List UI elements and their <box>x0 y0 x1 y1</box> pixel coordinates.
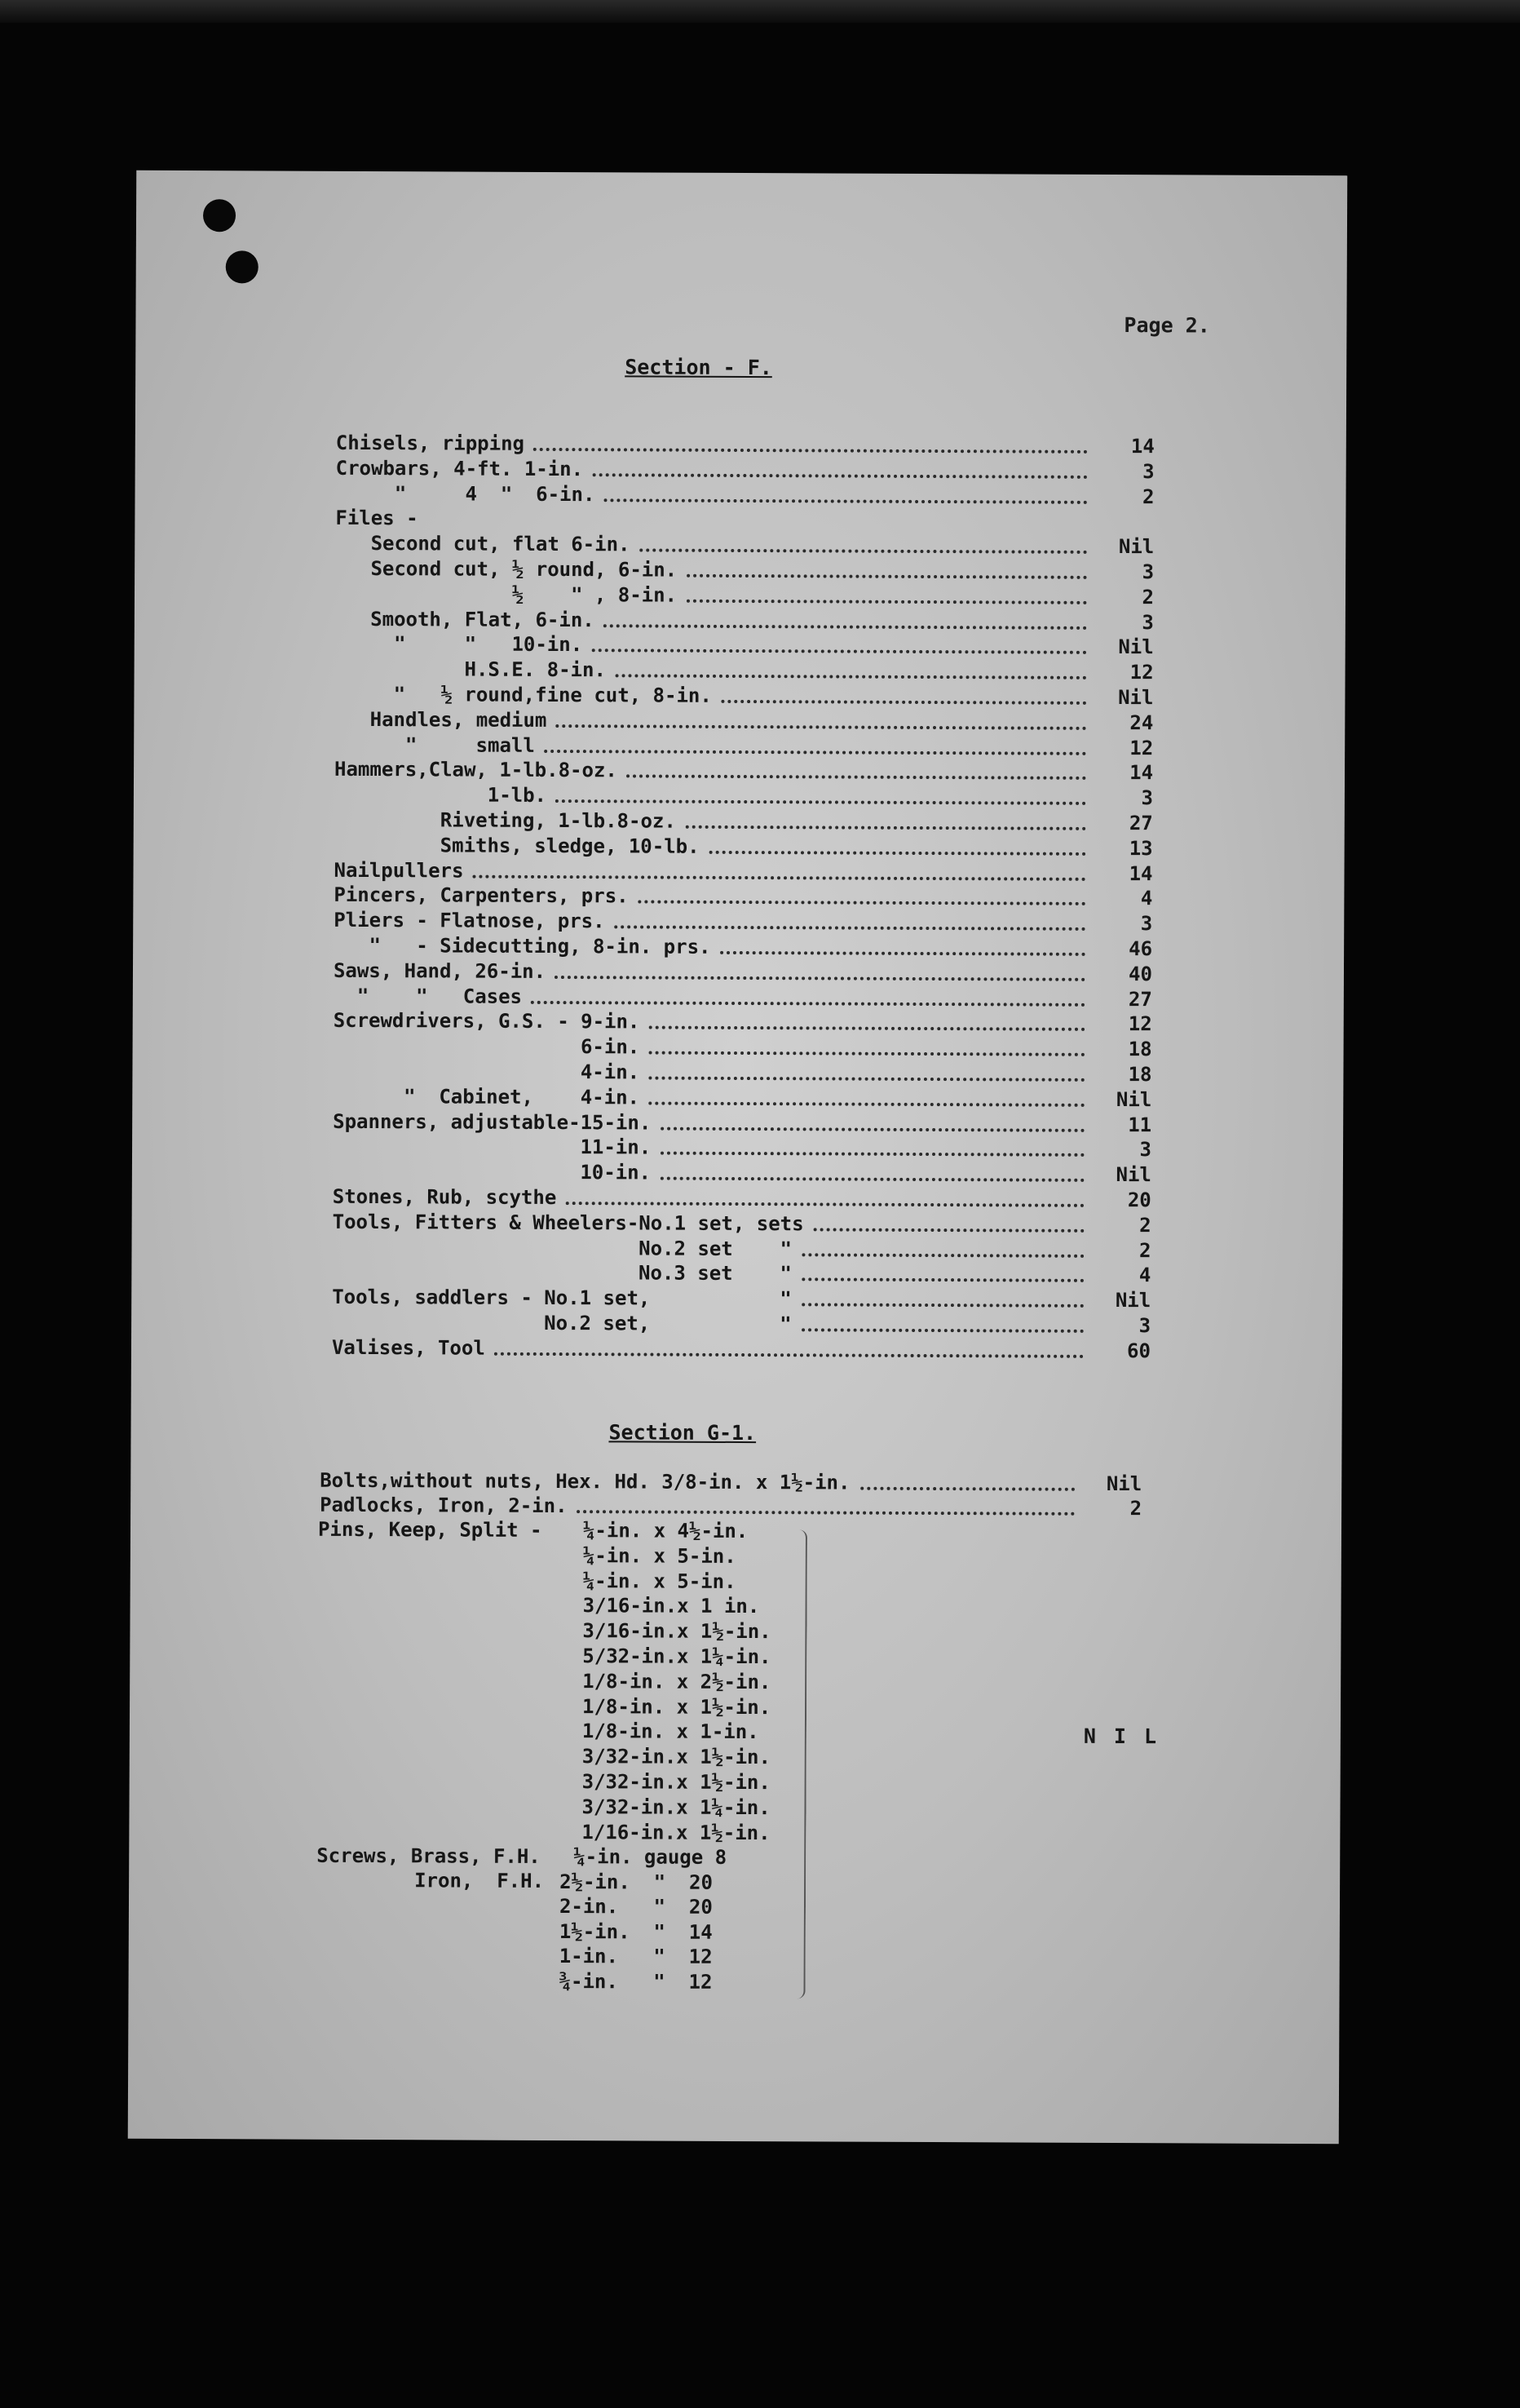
section-f-item-quantity: Nil <box>1118 686 1154 710</box>
pin-size-item: 1/16-in.x 1½-in. <box>581 1820 771 1844</box>
section-f-item-label: No.3 set " <box>332 1260 792 1286</box>
screw-size-item: 2½-in. " 20 <box>559 1870 714 1894</box>
section-f-leader-dots <box>638 879 1086 905</box>
section-f-leader-dots <box>802 1232 1085 1258</box>
section-f-item-quantity: 3 <box>1140 912 1153 936</box>
section-f-item-label: H.S.E. 8-in. <box>334 657 607 682</box>
section-f-item-label: Pliers - Flatnose, prs. <box>334 909 605 933</box>
pin-size-item: ¼-in. x 4½-in. <box>582 1519 749 1543</box>
section-f-item-label: 1-lb. <box>334 783 547 808</box>
section-f-item-label: 10-in. <box>332 1160 652 1184</box>
section-f-item-quantity: 46 <box>1129 937 1153 961</box>
section-f-leader-dots <box>544 728 1087 755</box>
section-f-item-label: Pincers, Carpenters, prs. <box>334 883 629 908</box>
section-f-item-label: " Cabinet, 4-in. <box>333 1084 640 1109</box>
section-f-item-quantity: 3 <box>1141 786 1153 810</box>
section-f-item-label: Nailpullers <box>334 858 464 883</box>
section-f-item-label: Chisels, ripping <box>335 431 525 455</box>
section-f-item-quantity: 4 <box>1138 1264 1151 1287</box>
section-g1-item-label: Bolts,without nuts, Hex. Hd. 3/8-in. x 1½-in. <box>320 1468 851 1494</box>
section-f-leader-dots <box>802 1257 1085 1283</box>
section-f-item-quantity: Nil <box>1116 1163 1151 1187</box>
section-f-leader-dots <box>555 703 1086 730</box>
punch-hole-bottom <box>226 250 258 283</box>
pin-size-item: 1/8-in. x 1½-in. <box>581 1694 771 1719</box>
section-f-item-quantity: Nil <box>1115 1289 1151 1312</box>
section-f-item-label: No.2 set " <box>332 1235 793 1260</box>
pin-size-item: 3/16-in.x 1 in. <box>582 1594 760 1618</box>
section-f-item-label: " - Sidecutting, 8-in. prs. <box>334 933 711 958</box>
section-f-heading: Section - F. <box>625 355 772 380</box>
section-f-item-quantity: 12 <box>1129 736 1154 759</box>
section-f-leader-dots <box>604 477 1088 504</box>
section-g1-item-quantity: 2 <box>1129 1497 1142 1520</box>
section-f-item-label: Crowbars, 4-ft. 1-in. <box>335 456 584 480</box>
pin-size-item: 3/32-in.x 1½-in. <box>581 1770 771 1795</box>
section-g1-item-label: Padlocks, Iron, 2-in. <box>320 1493 568 1518</box>
screw-size-item: ¼-in. gauge 8 <box>573 1845 727 1869</box>
pin-size-item: ¼-in. x 5-in. <box>582 1569 736 1593</box>
section-f-leader-dots <box>802 1307 1085 1333</box>
section-f-leader-dots <box>533 427 1088 454</box>
section-f-item-quantity: Nil <box>1116 1087 1152 1112</box>
section-f-item-label: " " Cases <box>333 984 523 1008</box>
section-f-item-quantity: 27 <box>1129 812 1153 835</box>
section-f-leader-dots <box>720 930 1085 956</box>
section-f-item-label: No.2 set, " <box>332 1310 792 1336</box>
document-page <box>128 170 1348 2144</box>
section-f-leader-dots <box>555 954 1085 981</box>
section-f-item-label: Stones, Rub, scythe <box>332 1184 557 1210</box>
section-f-item-label: " " 10-in. <box>334 632 583 657</box>
section-f-item-label: Smooth, Flat, 6-in. <box>334 607 594 631</box>
pin-size-item: 3/16-in.x 1½-in. <box>582 1619 771 1644</box>
section-f-item-quantity: 14 <box>1130 435 1155 458</box>
section-f-leader-dots <box>592 452 1088 479</box>
section-f-item-quantity: Nil <box>1118 535 1155 559</box>
section-f-item-label: Hammers,Claw, 1-lb.8-oz. <box>334 758 617 782</box>
section-f-leader-dots <box>626 754 1086 780</box>
section-f-leader-dots <box>687 553 1088 579</box>
section-f-item-quantity: 14 <box>1129 861 1153 885</box>
section-f-item-label: Smiths, sledge, 10-lb. <box>334 833 700 858</box>
section-f-leader-dots <box>591 628 1087 655</box>
section-f-item-quantity: Nil <box>1118 635 1154 659</box>
screws-label: Screws, Brass, F.H. <box>316 1844 541 1868</box>
section-f-item-label: " 4 " 6-in. <box>335 481 595 506</box>
section-f-item-quantity: 13 <box>1129 836 1153 861</box>
section-f-item-label: ½ " , 8-in. <box>334 582 678 607</box>
section-f-leader-dots <box>603 603 1087 630</box>
pin-size-item: 1/8-in. x 2½-in. <box>582 1669 771 1693</box>
section-f-item-label: Tools, saddlers - No.1 set, " <box>332 1286 792 1311</box>
section-f-item-label: Handles, medium <box>334 707 547 732</box>
section-f-leader-dots <box>648 1080 1085 1106</box>
section-g1-row <box>320 1493 1142 1520</box>
pins-label: Pins, Keep, Split - <box>317 1517 542 1542</box>
section-f-item-quantity: 60 <box>1127 1339 1151 1363</box>
section-f-item-label: " ½ round,fine cut, 8-in. <box>334 682 712 707</box>
section-f-item-label: 4-in. <box>333 1059 640 1084</box>
section-f-row <box>332 1335 1151 1363</box>
section-f-item-quantity: 3 <box>1142 459 1155 484</box>
section-f-item-quantity: 40 <box>1129 962 1153 986</box>
section-f-leader-dots <box>639 528 1088 554</box>
section-f-item-label: Second cut, ½ round, 6-in. <box>335 556 678 582</box>
section-f-row <box>335 480 1154 508</box>
section-g1-item-quantity: Nil <box>1106 1472 1142 1496</box>
pin-size-item: 3/32-in.x 1¼-in. <box>581 1795 771 1819</box>
screw-size-item: 1-in. " 12 <box>559 1945 713 1968</box>
section-f-leader-dots <box>660 1156 1085 1182</box>
section-f-item-label: Files - <box>335 507 418 530</box>
section-g1-leader-dots <box>860 1466 1076 1491</box>
section-f-item-quantity: 20 <box>1127 1189 1151 1212</box>
section-g1-heading: Section G-1. <box>608 1420 757 1445</box>
nil-bracket <box>795 1529 807 1999</box>
section-f-leader-dots <box>685 804 1086 830</box>
section-f-leader-dots <box>814 1206 1085 1232</box>
screws-iron-label: Iron, F.H. <box>414 1869 545 1892</box>
pin-size-item: 5/32-in.x 1¼-in. <box>582 1644 771 1669</box>
page-number: Page 2. <box>1124 313 1210 338</box>
section-f-item-quantity: 3 <box>1139 1138 1152 1162</box>
section-f-leader-dots <box>531 979 1085 1006</box>
pin-size-item: 1/8-in. x 1-in. <box>581 1720 759 1744</box>
screw-size-item: ¾-in. " 12 <box>559 1969 713 1994</box>
section-f-leader-dots <box>661 1131 1085 1157</box>
section-f-item-label: Saws, Hand, 26-in. <box>333 958 546 983</box>
section-f-item-label: Second cut, flat 6-in. <box>335 532 630 556</box>
section-f-item-quantity: 4 <box>1140 887 1153 910</box>
section-f-item-quantity: 2 <box>1139 1213 1151 1237</box>
section-f-item-label: 11-in. <box>332 1135 652 1159</box>
section-f-item-label: Riveting, 1-lb.8-oz. <box>334 808 676 833</box>
section-f-leader-dots <box>649 1030 1085 1056</box>
section-f-item-quantity: 18 <box>1128 1063 1152 1087</box>
section-f-item-quantity: 24 <box>1129 710 1154 735</box>
section-f-item-label: Valises, Tool <box>331 1335 485 1360</box>
punch-hole-top <box>203 199 236 232</box>
section-f-item-label: Screwdrivers, G.S. - 9-in. <box>333 1009 640 1034</box>
section-f-leader-dots <box>472 853 1086 880</box>
section-f-item-quantity: 3 <box>1138 1314 1151 1338</box>
section-f-leader-dots <box>493 1330 1084 1357</box>
section-f-leader-dots <box>614 905 1086 932</box>
section-f-item-label: " small <box>334 733 535 757</box>
section-f-leader-dots <box>555 778 1086 805</box>
section-f-leader-dots <box>648 1056 1085 1082</box>
section-f-item-quantity: 27 <box>1128 987 1152 1011</box>
section-f-item-quantity: 18 <box>1128 1038 1152 1061</box>
section-f-leader-dots <box>721 679 1086 705</box>
section-g1-leader-dots <box>577 1489 1076 1516</box>
section-f-leader-dots <box>686 578 1087 604</box>
section-f-leader-dots <box>615 653 1087 680</box>
screw-size-item: 1½-in. " 14 <box>559 1919 713 1944</box>
section-f-item-label: Tools, Fitters & Wheelers-No.1 set, sets <box>332 1210 804 1236</box>
scan-top-strip <box>0 0 1520 23</box>
pin-size-item: ¼-in. x 5-in. <box>582 1543 736 1568</box>
section-f-leader-dots <box>802 1282 1085 1308</box>
section-f-item-quantity: 3 <box>1142 610 1154 634</box>
section-f-item-quantity: 2 <box>1142 485 1155 508</box>
screw-size-item: 2-in. " 20 <box>559 1895 713 1919</box>
section-f-item-quantity: 12 <box>1129 661 1154 684</box>
section-f-item-quantity: 11 <box>1128 1113 1152 1136</box>
nil-note: NIL <box>1083 1724 1175 1749</box>
pin-size-item: 3/32-in.x 1½-in. <box>581 1745 771 1769</box>
section-f-leader-dots <box>661 1105 1085 1131</box>
section-f-item-quantity: 14 <box>1129 761 1154 785</box>
section-f-leader-dots <box>709 830 1086 856</box>
section-f-item-label: 6-in. <box>333 1034 640 1059</box>
section-f-leader-dots <box>565 1180 1085 1207</box>
section-f-item-label: Spanners, adjustable-15-in. <box>333 1109 652 1135</box>
section-f-item-quantity: 2 <box>1142 585 1155 609</box>
section-f-leader-dots <box>649 1005 1085 1031</box>
section-f-item-quantity: 2 <box>1138 1238 1151 1262</box>
section-f-item-quantity: 3 <box>1142 560 1155 584</box>
section-f-item-quantity: 12 <box>1128 1012 1152 1036</box>
